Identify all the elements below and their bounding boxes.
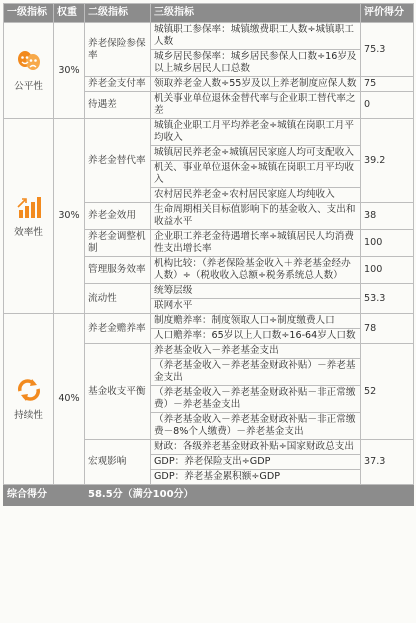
score-cell: 100 [361,257,414,284]
primary-indicator-name: 公平性 [14,81,43,92]
secondary-indicator: 管理服务效率 [85,257,151,284]
secondary-indicator: 基金收支平衡 [85,344,151,440]
footer-row [4,485,414,506]
score-cell: 37.3 [361,440,414,485]
evaluation-table [3,3,414,506]
secondary-indicator: 宏观影响 [85,440,151,485]
tertiary-indicator: 城镇居民养老金÷城镇居民家庭人均可支配收入 [151,146,361,161]
primary-indicator-cell [4,23,54,119]
tertiary-indicator: 统筹层级 [151,284,361,299]
tertiary-indicator: （养老基金收入－养老基金财政补贴－非正常缴费）－养老基金支出 [151,386,361,413]
primary-indicator-name: 效率性 [14,226,43,238]
secondary-indicator: 养老金支付率 [85,77,151,92]
score-cell: 53.3 [361,284,414,314]
tertiary-indicator: 城乡居民参保率：城乡居民参保人口数÷16岁及以上城乡居民人口总数 [151,50,361,77]
score-cell: 0 [361,92,414,119]
secondary-indicator: 待遇差 [85,92,151,119]
tertiary-indicator: 养老基金收入－养老基金支出 [151,344,361,359]
secondary-indicator: 养老保险参保率 [85,23,151,77]
score-cell: 78 [361,314,414,344]
score-cell: 75.3 [361,23,414,77]
cycle-icon [7,377,50,407]
footer-label: 综合得分 [4,485,85,506]
header-row [4,4,414,23]
tertiary-indicator: 机关事业单位退休金替代率与企业职工替代率之差 [151,92,361,119]
weight-cell: 40% [54,314,85,485]
tertiary-indicator: （养老基金收入－养老基金财政补贴－非正常缴费－8%个人缴费）－养老基金支出 [151,413,361,440]
score-cell: 52 [361,344,414,440]
tertiary-indicator: 生命周期相关目标值影响下的基金收入、支出和收益水平 [151,203,361,230]
score-cell: 100 [361,230,414,257]
tertiary-indicator: 机构比较：（养老保险基金收入＋养老基金经办人数）÷（税收收入总额÷税务系统总人数） [151,257,361,284]
tertiary-indicator: 农村居民养老金÷农村居民家庭人均纯收入 [151,188,361,203]
tertiary-indicator: 企业职工养老金待遇增长率÷城镇居民人均消费性支出增长率 [151,230,361,257]
primary-indicator-name: 持续性 [14,409,43,421]
tertiary-indicator: GDP：养老保险支出÷GDP [151,455,361,470]
tertiary-indicator: 城镇企业职工月平均养老金÷城镇在岗职工月平均收入 [151,119,361,146]
secondary-indicator: 流动性 [85,284,151,314]
masks-icon [7,48,50,78]
tertiary-indicator: 联网水平 [151,299,361,314]
header-weight: 权重 [54,4,85,23]
tertiary-indicator: 机关、事业单位退休金÷城镇在岗职工月平均收入 [151,161,361,188]
weight-cell: 30% [54,119,85,314]
header-tertiary: 三级指标 [151,4,361,23]
secondary-indicator: 养老金替代率 [85,119,151,203]
score-cell: 39.2 [361,119,414,203]
secondary-indicator: 养老金效用 [85,203,151,230]
score-cell: 38 [361,203,414,230]
primary-indicator-cell [4,119,54,314]
header-score: 评价得分 [361,4,414,23]
tertiary-indicator: 城镇职工参保率：城镇缴费职工人数÷城镇职工人数 [151,23,361,50]
weight-cell: 30% [54,23,85,119]
tertiary-indicator: （养老基金收入－养老基金财政补贴）－养老基金支出 [151,359,361,386]
secondary-indicator: 养老金调整机制 [85,230,151,257]
primary-indicator-cell [4,314,54,485]
table-body [4,23,414,485]
header-secondary: 二级指标 [85,4,151,23]
header-primary: 一级指标 [4,4,54,23]
table-row [4,119,414,146]
footer-value: 58.5分（满分100分） [85,485,414,506]
secondary-indicator: 养老金赡养率 [85,314,151,344]
table-row [4,23,414,50]
table-row [4,314,414,329]
tertiary-indicator: 领取养老金人数÷55岁及以上养老制度应保人数 [151,77,361,92]
score-cell: 75 [361,77,414,92]
tertiary-indicator: 财政：各级养老基金财政补贴÷国家财政总支出 [151,440,361,455]
tertiary-indicator: 人口赡养率：65岁以上人口数÷16-64岁人口数 [151,329,361,344]
tertiary-indicator: GDP：养老基金累积额÷GDP [151,470,361,485]
bar-chart-icon [7,194,50,224]
tertiary-indicator: 制度赡养率：制度领取人口÷制度缴费人口 [151,314,361,329]
